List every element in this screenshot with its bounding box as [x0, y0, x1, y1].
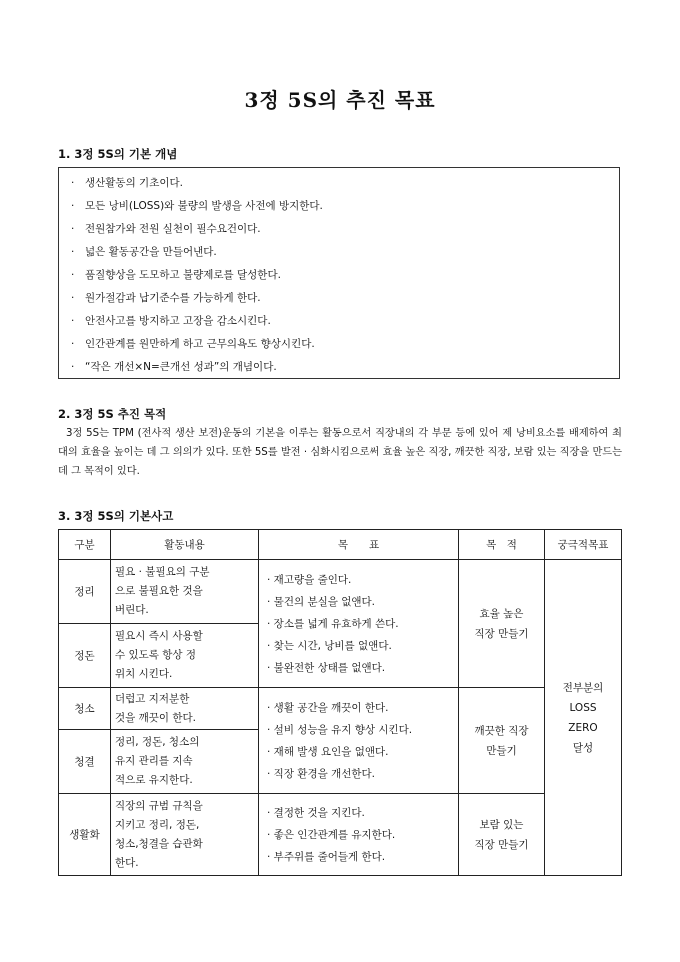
header-activity: 활동내용: [111, 530, 259, 560]
category-cell: 청결: [59, 730, 111, 794]
page-title: 3정 5S의 추진 목표: [244, 88, 436, 112]
concept-item: · 안전사고를 방지하고 고장을 감소시킨다.: [71, 315, 271, 327]
concept-item: · 전원참가와 전원 실천이 필수요건이다.: [71, 223, 261, 235]
activity-cell: 필요시 즉시 사용할 수 있도록 항상 정 위치 시킨다.: [111, 624, 259, 688]
concept-item: · “작은 개선×N=큰개선 성과”의 개념이다.: [71, 361, 277, 373]
ultimate-goal-cell: 전부분의 LOSS ZERO 달성: [545, 560, 622, 876]
goal-cell: · 재고량을 줄인다. · 물건의 분실을 없앤다. · 장소를 넓게 유효하게 쓴다. · 찾는 시간, 낭비를 없앤다. · 불완전한 상태를 없앤다.: [259, 560, 459, 688]
activity-cell: 필요 · 불필요의 구분 으로 불필요한 것을 버린다.: [111, 560, 259, 624]
concept-item: · 인간관계를 원만하게 하고 근무의욕도 향상시킨다.: [71, 338, 315, 350]
category-cell: 정리: [59, 560, 111, 624]
section3-heading: 3. 3정 5S의 기본사고: [58, 509, 174, 523]
purpose-cell: 효율 높은 직장 만들기: [459, 560, 545, 688]
goal-cell: · 생활 공간을 깨끗이 한다. · 설비 성능을 유지 향상 시킨다. · 재해 발생 요인을 없앤다. · 직장 환경을 개선한다.: [259, 688, 459, 794]
concept-item: · 품질향상을 도모하고 불량제로를 달성한다.: [71, 269, 281, 281]
activity-cell: 직장의 규범 규칙을 지키고 정리, 정돈, 청소,청결을 습관화 한다.: [111, 794, 259, 876]
category-cell: 생활화: [59, 794, 111, 876]
purpose-paragraph: 3정 5S는 TPM (전사적 생산 보전)운동의 기본을 이루는 활동으로서 직장내의 각 부문 등에 있어 제 낭비요소를 배제하여 최대의 효율을 높이는 데 그 의의가 있다. 또한 5S를 발전 · 심화시킴으로써 효율 높은 직장, 깨끗한 직장, 보람 있는 직장을 만드는데 그 목적이 있다.: [58, 428, 622, 477]
category-cell: 청소: [59, 688, 111, 730]
activity-cell: 정리, 정돈, 청소의 유지 관리를 지속 적으로 유지한다.: [111, 730, 259, 794]
goal-cell: · 결정한 것을 지킨다. · 좋은 인간관계를 유지한다. · 부주위를 줄어들게 한다.: [259, 794, 459, 876]
concept-item: · 원가절감과 납기준수를 가능하게 한다.: [71, 292, 261, 304]
table-row: [59, 560, 622, 624]
category-cell: 정돈: [59, 624, 111, 688]
header-ultimate: 궁극적목표: [545, 530, 622, 560]
concept-item: · 모든 낭비(LOSS)와 불량의 발생을 사전에 방지한다.: [71, 200, 323, 212]
activity-cell: 더럽고 지저분한 것을 깨끗이 한다.: [111, 688, 259, 730]
header-category: 구분: [59, 530, 111, 560]
concept-box: [58, 167, 620, 379]
purpose-cell: 보람 있는 직장 만들기: [459, 794, 545, 876]
header-purpose: 목 적: [459, 530, 545, 560]
section2-heading: 2. 3정 5S 추진 목적: [58, 407, 167, 421]
table-header-row: [59, 530, 622, 560]
table-row: [59, 688, 622, 730]
table-row: [59, 794, 622, 876]
section1-heading: 1. 3정 5S의 기본 개념: [58, 147, 178, 161]
concept-item: · 생산활동의 기초이다.: [71, 177, 183, 189]
header-goal: 목 표: [259, 530, 459, 560]
basic-thinking-table: [58, 529, 622, 876]
purpose-cell: 깨끗한 직장 만들기: [459, 688, 545, 794]
concept-item: · 넓은 활동공간을 만들어낸다.: [71, 246, 217, 258]
